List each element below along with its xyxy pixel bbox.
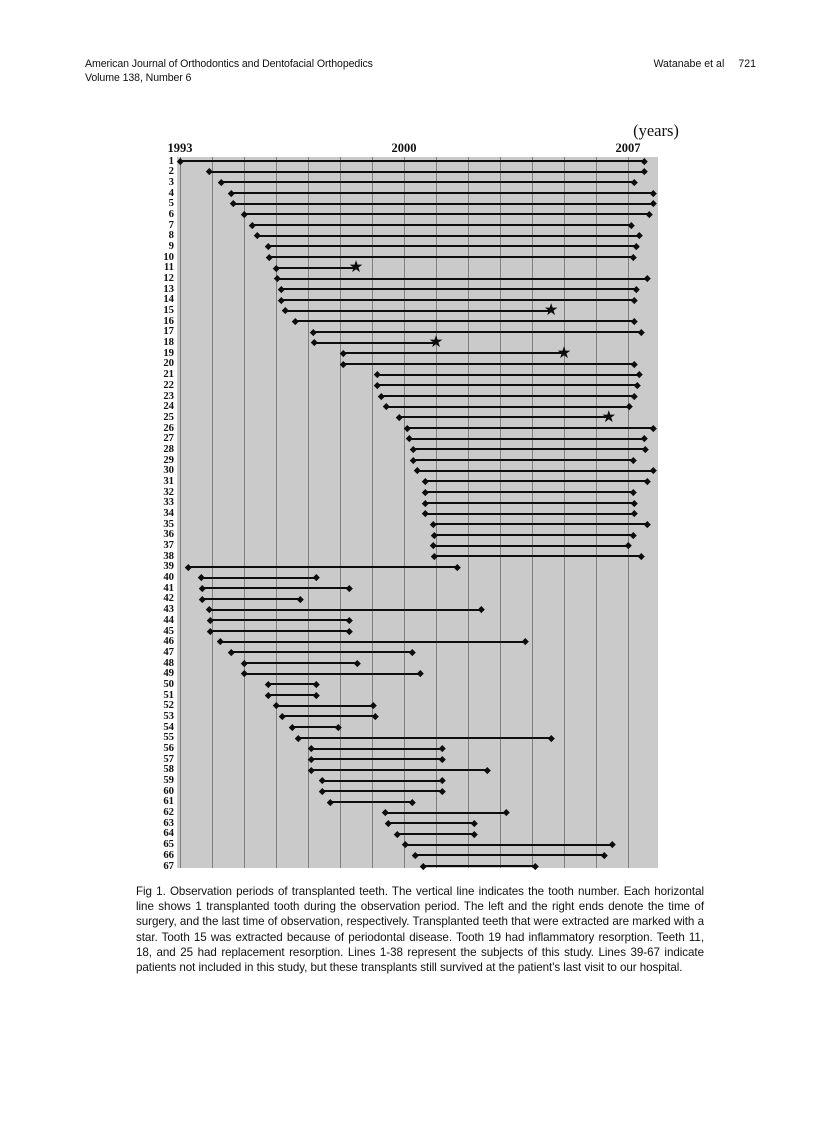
- tooth-number-label: 27: [163, 432, 174, 445]
- tooth-number-label: 6: [168, 207, 174, 220]
- tooth-number-label: 14: [163, 293, 174, 306]
- observation-line: [282, 715, 375, 717]
- tooth-number-label: 4: [168, 186, 174, 199]
- tooth-number-label: 18: [163, 336, 174, 349]
- tooth-number-label: 19: [163, 346, 174, 359]
- tooth-number-label: 3: [168, 175, 174, 188]
- extraction-star-icon: ★: [348, 257, 364, 277]
- observation-line: [386, 406, 629, 408]
- tooth-number-label: 30: [163, 464, 174, 477]
- tooth-number-label: 40: [163, 571, 174, 584]
- observation-line: [252, 224, 631, 226]
- observation-line: [330, 801, 412, 803]
- extraction-star-icon: ★: [556, 342, 572, 362]
- extraction-star-icon: ★: [543, 300, 559, 320]
- tooth-number-label: 63: [163, 816, 174, 829]
- tooth-number-label: 9: [168, 239, 174, 252]
- extraction-star-icon: ★: [601, 406, 617, 426]
- extraction-star-icon: ★: [428, 332, 444, 352]
- tooth-number-label: 57: [163, 752, 174, 765]
- year-gridline: [340, 157, 341, 868]
- observation-line: [268, 683, 316, 685]
- observation-line: [423, 865, 535, 867]
- tooth-number-label: 54: [163, 720, 174, 733]
- observation-line: [233, 203, 654, 205]
- observation-line: [388, 822, 474, 824]
- tooth-number-label: 59: [163, 774, 174, 787]
- tooth-number-label: 43: [163, 603, 174, 616]
- tooth-number-label: 64: [163, 827, 174, 840]
- observation-line: [399, 416, 609, 418]
- observation-line: [276, 705, 374, 707]
- tooth-number-label: 16: [163, 314, 174, 327]
- observation-line: [231, 192, 653, 194]
- tooth-number-label: 50: [163, 677, 174, 690]
- tooth-number-label: 62: [163, 806, 174, 819]
- tooth-number-label: 20: [163, 357, 174, 370]
- observation-line: [244, 662, 358, 664]
- tooth-number-label: 49: [163, 667, 174, 680]
- tooth-number-label: 10: [163, 250, 174, 263]
- observation-line: [209, 171, 644, 173]
- tooth-number-label: 2: [168, 165, 174, 178]
- observation-line: [202, 598, 300, 600]
- tooth-number-label: 34: [163, 507, 174, 519]
- tooth-number-label: 67: [163, 859, 174, 872]
- observation-line: [433, 523, 647, 525]
- observation-line: [414, 459, 633, 461]
- tooth-number-label: 28: [163, 442, 174, 455]
- observation-line: [417, 470, 654, 472]
- observation-line: [295, 320, 634, 322]
- tooth-number-label: 46: [163, 635, 174, 648]
- observation-line: [268, 694, 316, 696]
- observation-line: [286, 310, 552, 312]
- observation-line: [201, 577, 316, 579]
- observation-line: [180, 160, 644, 162]
- observation-line: [257, 235, 639, 237]
- tooth-number-label: 22: [163, 378, 174, 391]
- tooth-number-label: 24: [163, 400, 174, 413]
- observation-line: [425, 480, 647, 482]
- observation-line: [409, 438, 644, 440]
- observation-line: [385, 812, 507, 814]
- tooth-number-label: 58: [163, 763, 174, 776]
- year-gridline: [372, 157, 373, 868]
- tooth-number-label: 33: [163, 496, 174, 509]
- observation-line: [425, 513, 635, 515]
- observation-line: [202, 587, 349, 589]
- x-tick-label: 2000: [391, 141, 417, 155]
- axis-unit-label: (years): [633, 121, 679, 140]
- observation-line: [210, 630, 349, 632]
- observation-line: [377, 384, 638, 386]
- observation-line: [281, 299, 635, 301]
- observation-line: [270, 256, 633, 258]
- observation-line: [322, 780, 442, 782]
- observation-line: [292, 726, 338, 728]
- tooth-number-label: 42: [163, 592, 174, 605]
- tooth-number-label: 51: [163, 688, 174, 701]
- tooth-number-label: 31: [163, 474, 174, 487]
- observation-line: [231, 651, 412, 653]
- observation-line: [268, 245, 636, 247]
- tooth-number-label: 29: [163, 453, 174, 466]
- tooth-number-label: 44: [163, 613, 174, 626]
- observation-line: [281, 288, 636, 290]
- tooth-number-label: 32: [163, 485, 174, 498]
- tooth-number-label: 60: [163, 784, 174, 797]
- observation-line: [278, 278, 648, 280]
- tooth-number-label: 21: [163, 368, 174, 381]
- observation-line: [311, 758, 442, 760]
- observation-line: [433, 545, 628, 547]
- tooth-number-label: 7: [168, 218, 174, 231]
- page-number: 721: [738, 58, 756, 70]
- tooth-number-label: 66: [163, 848, 174, 861]
- observation-line: [276, 267, 356, 269]
- observation-line: [311, 769, 487, 771]
- observation-line: [343, 352, 564, 354]
- observation-line: [425, 502, 635, 504]
- tooth-number-label: 8: [168, 229, 174, 242]
- tooth-number-label: 35: [163, 517, 174, 530]
- tooth-number-label: 17: [163, 325, 174, 338]
- tooth-number-label: 38: [163, 549, 174, 562]
- observation-line: [188, 566, 457, 568]
- tooth-number-label: 52: [163, 699, 174, 712]
- tooth-number-label: 11: [163, 261, 174, 274]
- observation-line: [298, 737, 551, 739]
- observation-line: [244, 213, 649, 215]
- observation-line: [244, 673, 420, 675]
- year-gridline: [276, 157, 277, 868]
- tooth-number-label: 45: [163, 624, 174, 637]
- figure-caption: Fig 1. Observation periods of transplanted teeth. The vertical line indicates the tooth number. Each horizontal line shows 1 transplanted tooth during the observation period. The left and the right ends denote the time of surgery, and the last time of observation, respectively. Transplanted teeth that were extracted are marked with a star. Tooth 15 was extracted because of periodontal disease. Tooth 19 had inflammatory resorption. Teeth 11, 18, and 25 had replacement resorption. Lines 1-38 represent the subjects of this study. Lines 39-67 indicate patients not included in this study, but these transplants still survived at the patient's last visit to our hospital.: [136, 885, 704, 975]
- observation-line: [425, 491, 633, 493]
- tooth-number-label: 25: [163, 410, 174, 423]
- tooth-number-label: 23: [163, 389, 174, 402]
- observation-line: [222, 181, 635, 183]
- tooth-number-label: 36: [163, 528, 174, 541]
- observation-line: [343, 363, 634, 365]
- observation-line: [322, 790, 442, 792]
- x-tick-label: 1993: [167, 141, 193, 155]
- observation-line: [382, 395, 635, 397]
- tooth-number-label: 47: [163, 645, 174, 658]
- year-gridline: [244, 157, 245, 868]
- observation-line: [414, 448, 646, 450]
- tooth-number-label: 41: [163, 581, 174, 594]
- observation-line: [434, 534, 632, 536]
- observation-line: [220, 641, 526, 643]
- tooth-number-label: 65: [163, 838, 174, 851]
- author-reference: Watanabe et al: [653, 58, 725, 70]
- tooth-number-label: 15: [163, 304, 174, 317]
- tooth-number-label: 5: [168, 197, 174, 210]
- x-tick-label: 2007: [615, 141, 641, 155]
- year-gridline: [212, 157, 213, 868]
- observation-line: [313, 331, 641, 333]
- tooth-number-label: 13: [163, 282, 174, 295]
- tooth-number-label: 61: [163, 795, 174, 808]
- tooth-number-label: 37: [163, 539, 174, 552]
- tooth-number-label: 55: [163, 731, 174, 744]
- observation-line: [314, 342, 436, 344]
- tooth-number-label: 53: [163, 709, 174, 722]
- observation-line: [406, 844, 612, 846]
- observation-line: [377, 374, 639, 376]
- observation-line: [311, 748, 442, 750]
- tooth-number-label: 1: [168, 154, 174, 167]
- tooth-number-label: 12: [163, 272, 174, 284]
- tooth-number-label: 39: [163, 560, 174, 573]
- year-gridline: [308, 157, 309, 868]
- observation-line: [415, 854, 604, 856]
- journal-title: American Journal of Orthodontics and Dentofacial Orthopedics: [85, 58, 373, 70]
- journal-issue: Volume 138, Number 6: [85, 71, 192, 84]
- tooth-number-label: 56: [163, 742, 174, 754]
- tooth-number-label: 26: [163, 421, 174, 434]
- observation-line: [434, 555, 640, 557]
- tooth-number-label: 48: [163, 656, 174, 669]
- observation-line: [210, 619, 349, 621]
- observation-line: [398, 833, 475, 835]
- observation-line: [209, 609, 481, 611]
- year-gridline: [404, 157, 405, 868]
- year-gridline: [180, 157, 181, 868]
